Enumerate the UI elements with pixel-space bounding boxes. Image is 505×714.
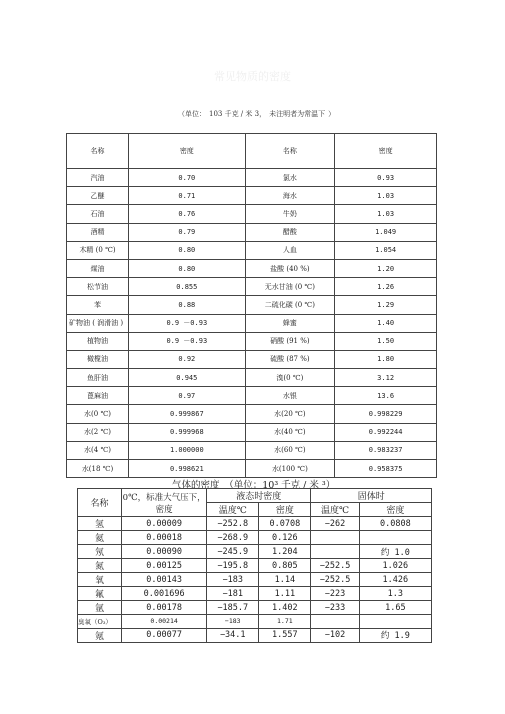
density-cell: 0.998621 xyxy=(129,460,245,478)
substance-name-cell: 水(60 ℃) xyxy=(245,441,335,459)
substance-name-cell: 人血 xyxy=(245,241,335,259)
liquid-density-table xyxy=(66,133,437,478)
table-row xyxy=(78,517,432,531)
substance-name-cell: 水银 xyxy=(245,387,335,405)
table-row xyxy=(78,531,432,545)
density-cell: 0.88 xyxy=(129,296,245,314)
solid-density-cell xyxy=(359,531,431,545)
gas-name-cell: 氮 xyxy=(78,559,122,573)
gas-header-liquid-density: 密度 xyxy=(259,503,311,517)
table-header-row xyxy=(67,134,437,169)
density-cell: 0.76 xyxy=(129,205,245,223)
substance-name-cell: 植物油 xyxy=(67,332,129,350)
solid-temp-cell: −262 xyxy=(311,517,359,531)
solid-temp-cell: −233 xyxy=(311,601,359,615)
table-row xyxy=(67,187,437,205)
substance-name-cell: 酒精 xyxy=(67,223,129,241)
density-cell: 1.40 xyxy=(335,314,437,332)
substance-name-cell: 鱼肝油 xyxy=(67,369,129,387)
substance-name-cell: 海水 xyxy=(245,187,335,205)
gas-name-cell: 氪 xyxy=(78,628,122,642)
table-row xyxy=(78,559,432,573)
table-row xyxy=(78,573,432,587)
liquid-density-cell: 0.805 xyxy=(259,559,311,573)
std-density-cell: 0.00214 xyxy=(122,615,207,629)
density-cell: 0.855 xyxy=(129,278,245,296)
solid-temp-cell: −252.5 xyxy=(311,573,359,587)
gas-name-cell: 氧 xyxy=(78,573,122,587)
density-cell: 1.20 xyxy=(335,259,437,277)
substance-name-cell: 硫酸 (87 %) xyxy=(245,350,335,368)
std-density-cell: 0.00009 xyxy=(122,517,207,531)
liquid-density-cell: 1.557 xyxy=(259,628,311,642)
density-cell: 0.983237 xyxy=(335,441,437,459)
std-density-cell: 0.00125 xyxy=(122,559,207,573)
substance-name-cell: 硝酸 (91 %) xyxy=(245,332,335,350)
density-cell: 0.92 xyxy=(129,350,245,368)
liquid-density-cell: 0.126 xyxy=(259,531,311,545)
density-cell: 1.000000 xyxy=(129,441,245,459)
density-cell: 3.12 xyxy=(335,369,437,387)
gas-name-cell: 氟 xyxy=(78,587,122,601)
substance-name-cell: 溴(0 ℃) xyxy=(245,369,335,387)
liquid-temp-cell: −185.7 xyxy=(207,601,259,615)
header-density-1: 密度 xyxy=(129,134,245,169)
header-name-2: 名称 xyxy=(245,134,335,169)
gas-table-title: 气体的密度 （单位：10³ 千克 / 米 ³） xyxy=(172,480,336,491)
density-cell: 0.998229 xyxy=(335,405,437,423)
solid-density-cell: 1.65 xyxy=(359,601,431,615)
density-cell: 0.999968 xyxy=(129,423,245,441)
density-cell: 1.26 xyxy=(335,278,437,296)
substance-name-cell: 蜂蜜 xyxy=(245,314,335,332)
substance-name-cell: 松节油 xyxy=(67,278,129,296)
substance-name-cell: 水(20 ℃) xyxy=(245,405,335,423)
table-row xyxy=(67,387,437,405)
gas-header-solid-temp: 温度℃ xyxy=(311,503,359,517)
substance-name-cell: 水(0 ℃) xyxy=(67,405,129,423)
gas-name-cell: 氩 xyxy=(78,601,122,615)
density-cell: 0.945 xyxy=(129,369,245,387)
substance-name-cell: 水(18 ℃) xyxy=(67,460,129,478)
header-density-2: 密度 xyxy=(335,134,437,169)
unit-note xyxy=(178,109,338,119)
table-row xyxy=(78,601,432,615)
density-cell: 0.93 xyxy=(335,169,437,187)
solid-density-cell: 1.3 xyxy=(359,587,431,601)
table-row xyxy=(67,259,437,277)
substance-name-cell: 牛奶 xyxy=(245,205,335,223)
density-cell: 1.049 xyxy=(335,223,437,241)
table-row xyxy=(67,169,437,187)
density-cell: 0.958375 xyxy=(335,460,437,478)
liquid-temp-cell: −34.1 xyxy=(207,628,259,642)
liquid-temp-cell: −183 xyxy=(207,615,259,629)
liquid-temp-cell: −252.8 xyxy=(207,517,259,531)
density-cell: 0.9 －0.93 xyxy=(129,314,245,332)
gas-name-cell: 氢 xyxy=(78,517,122,531)
substance-name-cell: 石油 xyxy=(67,205,129,223)
substance-name-cell: 汽油 xyxy=(67,169,129,187)
density-cell: 0.71 xyxy=(129,187,245,205)
substance-name-cell: 矿物油 ( 润滑油 ) xyxy=(67,314,129,332)
density-cell: 0.80 xyxy=(129,259,245,277)
density-cell: 0.80 xyxy=(129,241,245,259)
density-cell: 1.03 xyxy=(335,205,437,223)
solid-temp-cell xyxy=(311,531,359,545)
liquid-density-cell: 1.204 xyxy=(259,545,311,559)
std-density-cell: 0.00143 xyxy=(122,573,207,587)
table-row xyxy=(67,278,437,296)
solid-density-cell: 1.026 xyxy=(359,559,431,573)
substance-name-cell: 无水甘油 (0 ℃) xyxy=(245,278,335,296)
solid-temp-cell: −223 xyxy=(311,587,359,601)
gas-name-cell: 氖 xyxy=(78,545,122,559)
unit-value: 103 千克 / 米 3， xyxy=(209,110,267,118)
gas-table-body xyxy=(78,517,432,643)
std-density-cell: 0.00178 xyxy=(122,601,207,615)
density-cell: 1.03 xyxy=(335,187,437,205)
table-row xyxy=(67,441,437,459)
unit-close: ） xyxy=(328,110,336,118)
solid-density-cell: 约 1.0 xyxy=(359,545,431,559)
density-cell: 0.9 －0.93 xyxy=(129,332,245,350)
gas-header-liquid-temp: 温度℃ xyxy=(207,503,259,517)
unit-condition: 未注明者为常温下 xyxy=(269,110,326,118)
density-cell: 0.97 xyxy=(129,387,245,405)
liquid-temp-cell: −268.9 xyxy=(207,531,259,545)
substance-name-cell: 乙醚 xyxy=(67,187,129,205)
gas-header-std-density: 0℃，标准大气压下，密度 xyxy=(122,489,207,517)
gas-header-solid: 固体时 xyxy=(311,489,432,503)
table-row xyxy=(67,241,437,259)
density-cell: 0.992244 xyxy=(335,423,437,441)
std-density-cell: 0.00018 xyxy=(122,531,207,545)
solid-density-cell xyxy=(359,615,431,629)
table-row xyxy=(67,332,437,350)
solid-density-cell: 0.0808 xyxy=(359,517,431,531)
table-row xyxy=(67,314,437,332)
table-row xyxy=(67,423,437,441)
std-density-cell: 0.001696 xyxy=(122,587,207,601)
substance-name-cell: 水(100 ℃) xyxy=(245,460,335,478)
substance-name-cell: 氯水 xyxy=(245,169,335,187)
table-row xyxy=(78,545,432,559)
solid-density-cell: 1.426 xyxy=(359,573,431,587)
liquid-density-cell: 1.14 xyxy=(259,573,311,587)
table-row xyxy=(78,615,432,629)
header-name-1: 名称 xyxy=(67,134,129,169)
density-cell: 1.50 xyxy=(335,332,437,350)
density-cell: 0.79 xyxy=(129,223,245,241)
std-density-cell: 0.00090 xyxy=(122,545,207,559)
table-row xyxy=(78,587,432,601)
table-row xyxy=(67,460,437,478)
substance-name-cell: 水(40 ℃) xyxy=(245,423,335,441)
liquid-temp-cell: −245.9 xyxy=(207,545,259,559)
liquid-temp-cell: −181 xyxy=(207,587,259,601)
substance-name-cell: 木精 (0 ℃) xyxy=(67,241,129,259)
density-cell: 1.80 xyxy=(335,350,437,368)
table-row xyxy=(67,350,437,368)
liquid-density-cell: 1.11 xyxy=(259,587,311,601)
solid-temp-cell xyxy=(311,615,359,629)
density-cell: 1.29 xyxy=(335,296,437,314)
substance-name-cell: 苯 xyxy=(67,296,129,314)
liquid-density-cell: 0.0708 xyxy=(259,517,311,531)
gas-name-cell: 臭氧（O₃） xyxy=(78,615,122,629)
gas-header-row-1 xyxy=(78,489,432,503)
liquid-density-cell: 1.402 xyxy=(259,601,311,615)
substance-name-cell: 二硫化碳 (0 ℃) xyxy=(245,296,335,314)
table-row xyxy=(67,405,437,423)
substance-name-cell: 橄榄油 xyxy=(67,350,129,368)
solid-temp-cell: −252.5 xyxy=(311,559,359,573)
page-title: 常见物质的密度 xyxy=(214,70,291,83)
unit-label: （单位： xyxy=(178,110,206,118)
density-cell: 0.999867 xyxy=(129,405,245,423)
solid-density-cell: 约 1.9 xyxy=(359,628,431,642)
std-density-cell: 0.00077 xyxy=(122,628,207,642)
solid-temp-cell xyxy=(311,545,359,559)
table-row xyxy=(67,369,437,387)
gas-name-cell: 氦 xyxy=(78,531,122,545)
density-cell: 0.70 xyxy=(129,169,245,187)
gas-header-liquid: 液态时密度 xyxy=(207,489,311,503)
gas-header-solid-density: 密度 xyxy=(359,503,431,517)
table-row xyxy=(67,296,437,314)
liquid-density-cell: 1.71 xyxy=(259,615,311,629)
solid-temp-cell: −102 xyxy=(311,628,359,642)
substance-name-cell: 蓖麻油 xyxy=(67,387,129,405)
liquid-temp-cell: −195.8 xyxy=(207,559,259,573)
liquid-temp-cell: −183 xyxy=(207,573,259,587)
substance-name-cell: 煤油 xyxy=(67,259,129,277)
liquid-table-body xyxy=(67,169,437,478)
gas-density-table xyxy=(77,488,432,643)
table-row xyxy=(67,205,437,223)
substance-name-cell: 水(2 ℃) xyxy=(67,423,129,441)
density-cell: 1.054 xyxy=(335,241,437,259)
substance-name-cell: 醋酸 xyxy=(245,223,335,241)
substance-name-cell: 水(4 ℃) xyxy=(67,441,129,459)
table-row xyxy=(78,628,432,642)
density-cell: 13.6 xyxy=(335,387,437,405)
table-row xyxy=(67,223,437,241)
gas-header-name: 名称 xyxy=(78,489,122,517)
substance-name-cell: 盐酸 (40 %) xyxy=(245,259,335,277)
